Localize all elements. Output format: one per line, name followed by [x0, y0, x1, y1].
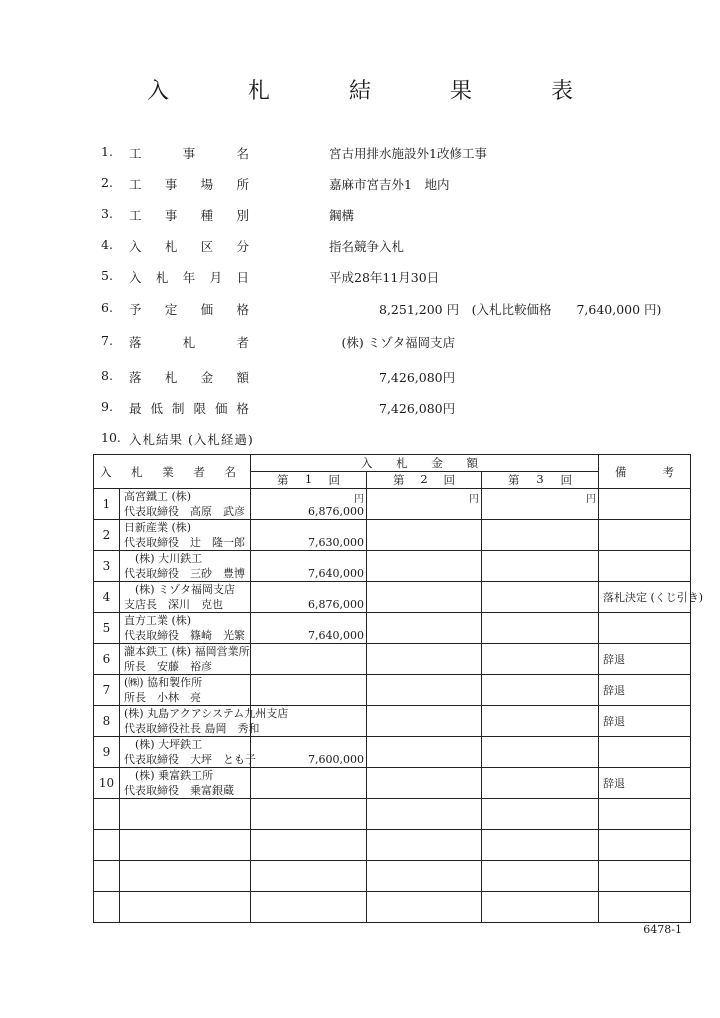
empty-cell [94, 861, 120, 892]
bidder-name [120, 644, 251, 675]
info-number: 8. [101, 368, 113, 383]
info-value: 7,426,080円 [329, 370, 456, 385]
bid-value: 6,876,000 [308, 598, 364, 611]
info-label-char: 札 [164, 239, 178, 254]
row-number: 2 [94, 520, 120, 551]
info-label-char: 札 [164, 370, 178, 385]
empty-cell [367, 830, 482, 861]
representative-name: 所長 小林 亮 [124, 691, 201, 704]
empty-row [94, 799, 691, 830]
empty-cell [94, 799, 120, 830]
header-round-part: 第 [508, 473, 520, 487]
bid-amount-round-1 [251, 613, 367, 644]
yen-unit: 円 [469, 494, 479, 505]
info-label-char: 工 [129, 208, 142, 223]
empty-cell [599, 830, 691, 861]
info-label-char: 制 [171, 401, 185, 416]
bid-amount-round-2 [367, 768, 482, 799]
header-round-part: 第 [277, 473, 289, 487]
bidder-name [120, 768, 251, 799]
bid-amount-round-1 [251, 675, 367, 706]
info-label-char: 事 [164, 208, 178, 223]
info-label [129, 399, 249, 417]
info-label-char: 最 [129, 401, 142, 416]
bid-amount-round-1 [251, 737, 367, 768]
info-value: 宮古用排水施設外1改修工事 [329, 146, 487, 161]
company-name: (株) 丸島アクアシステム九州支店 [124, 707, 289, 720]
representative-name: 支店長 深川 克也 [124, 598, 223, 611]
info-label-char: 事 [182, 146, 196, 161]
representative-name: 所長 安藤 裕彦 [124, 660, 212, 673]
info-label [129, 144, 249, 162]
bidder-name [120, 737, 256, 768]
row-number: 5 [94, 613, 120, 644]
remarks: 辞退 [599, 706, 691, 737]
info-number: 9. [101, 399, 113, 414]
remarks: 辞退 [599, 768, 691, 799]
header-round-part: 1 [304, 472, 313, 486]
info-label-char: 場 [200, 177, 214, 192]
bidder-name [120, 489, 251, 520]
bid-amount-round-3 [482, 489, 599, 520]
yen-unit: 円 [354, 494, 364, 505]
bid-value: 6,876,000 [308, 505, 364, 518]
bidder-name [120, 520, 251, 551]
header-note [599, 455, 691, 489]
bid-amount-round-3 [482, 582, 599, 613]
page-title: 入 札 結 果 表 [147, 79, 609, 104]
representative-name: 代表取締役 辻 隆一郎 [124, 536, 245, 549]
bid-amount-round-3 [482, 644, 599, 675]
bid-amount-round-3 [482, 675, 599, 706]
company-name: (株) 大川鉄工 [124, 552, 203, 565]
info-value: 8,251,200 円 (入札比較価格 7,640,000 円) [329, 302, 662, 317]
empty-cell [482, 830, 599, 861]
header-round-part: 回 [443, 473, 455, 487]
representative-name: 代表取締役社長 島岡 秀和 [124, 722, 260, 735]
info-row [101, 399, 701, 417]
row-number: 8 [94, 706, 120, 737]
bidder-name [120, 675, 251, 706]
representative-name: 代表取締役 乗富銀蔵 [124, 784, 234, 797]
empty-row [94, 830, 691, 861]
header-round-part: 回 [560, 473, 572, 487]
info-label [129, 268, 249, 286]
document-code: 6478-1 [643, 923, 682, 936]
info-row [101, 430, 701, 448]
info-label-char: 入札結果 (入札経過) [129, 432, 254, 447]
info-label-char: 年 [182, 270, 196, 285]
info-row [101, 144, 701, 162]
bidder-name [120, 582, 251, 613]
table-row [94, 644, 691, 675]
info-number: 4. [101, 237, 113, 252]
info-row [101, 368, 701, 386]
info-number: 2. [101, 175, 113, 190]
info-label-char: 落 [129, 370, 142, 385]
empty-cell [599, 799, 691, 830]
table-row [94, 489, 691, 520]
empty-cell [94, 830, 120, 861]
info-label [129, 333, 249, 351]
info-value: (株) ミゾタ福岡支店 [329, 335, 456, 350]
info-label [129, 368, 249, 386]
header-note-part: 備 [615, 464, 627, 479]
company-name: 瀧本鉄工 (株) 福岡営業所 [124, 645, 250, 658]
info-label-char: 月 [209, 270, 223, 285]
row-number: 10 [94, 768, 120, 799]
info-number: 1. [101, 144, 113, 159]
info-row [101, 268, 701, 286]
info-label-char: 限 [193, 401, 206, 416]
info-label-char: 価 [214, 401, 228, 416]
info-label-char: 区 [200, 239, 214, 254]
info-label-char: 格 [236, 401, 249, 416]
info-label-char: 札 [182, 335, 196, 350]
bidder-name [120, 613, 251, 644]
bid-amount-round-2 [367, 706, 482, 737]
header-round-part: 3 [536, 472, 544, 486]
empty-cell [367, 861, 482, 892]
table-row [94, 675, 691, 706]
bid-amount-round-1 [251, 706, 367, 737]
bid-value: 7,640,000 [308, 629, 364, 642]
table-row [94, 613, 691, 644]
bid-amount-round-2 [367, 737, 482, 768]
bid-amount-round-1 [251, 520, 367, 551]
bid-value: 7,600,000 [308, 753, 364, 766]
bidder-name [120, 551, 251, 582]
empty-cell [251, 830, 367, 861]
remarks [599, 520, 691, 551]
bid-amount-round-3 [482, 737, 599, 768]
bid-amount-round-1 [251, 551, 367, 582]
empty-cell [120, 799, 251, 830]
table-row [94, 582, 691, 613]
info-number: 7. [101, 333, 113, 348]
info-row [101, 237, 701, 255]
info-number: 3. [101, 206, 113, 221]
table-row [94, 706, 691, 737]
info-label-char: 事 [164, 177, 178, 192]
info-label [129, 175, 249, 193]
info-label-char: 工 [129, 146, 142, 161]
bid-amount-round-2 [367, 551, 482, 582]
info-row [101, 333, 701, 351]
remarks [599, 489, 691, 520]
info-value: 7,426,080円 [329, 401, 456, 416]
info-label-char: 格 [236, 302, 249, 317]
bid-amount-round-2 [367, 675, 482, 706]
empty-row [94, 892, 691, 923]
bid-amount-round-3 [482, 768, 599, 799]
representative-name: 代表取締役 三砂 豊博 [124, 567, 245, 580]
remarks [599, 551, 691, 582]
bid-amount-round-1 [251, 582, 367, 613]
info-label-char: 予 [129, 302, 142, 317]
bid-amount-round-1 [251, 768, 367, 799]
row-number: 1 [94, 489, 120, 520]
info-label-char: 定 [164, 302, 178, 317]
row-number: 4 [94, 582, 120, 613]
info-label-char: 者 [236, 335, 249, 350]
remarks: 落札決定 (くじ引き) [599, 582, 691, 613]
info-label-char: 入 [129, 270, 142, 285]
remarks: 辞退 [599, 675, 691, 706]
header-round-2 [367, 472, 482, 489]
info-row [101, 300, 701, 318]
yen-unit: 円 [586, 494, 596, 505]
info-label-char: 日 [236, 270, 249, 285]
remarks [599, 613, 691, 644]
empty-cell [367, 799, 482, 830]
info-label [129, 237, 249, 255]
info-label [129, 300, 249, 318]
company-name: 日新産業 (株) [124, 521, 192, 534]
empty-row [94, 861, 691, 892]
table-row [94, 768, 691, 799]
representative-name: 代表取締役 篠崎 光繁 [124, 629, 245, 642]
empty-cell [482, 799, 599, 830]
info-label-char: 金 [200, 370, 214, 385]
info-label-char: 価 [200, 302, 214, 317]
table-row [94, 520, 691, 551]
header-round-part: 2 [420, 472, 428, 486]
info-number: 5. [101, 268, 113, 283]
company-name: (株) ミゾタ福岡支店 [124, 583, 235, 596]
header-note-part: 考 [662, 464, 674, 479]
header-amount: 入 札 金 額 [251, 455, 599, 472]
company-name: (㈱) 協和製作所 [124, 676, 203, 689]
header-bidder: 入 札 業 者 名 [94, 455, 251, 489]
bid-amount-round-3 [482, 613, 599, 644]
info-label [129, 206, 249, 224]
info-label-char: 分 [236, 239, 249, 254]
empty-cell [120, 892, 251, 923]
empty-cell [482, 861, 599, 892]
info-value: 鋼構 [329, 208, 355, 223]
info-label-char: 別 [236, 208, 249, 223]
info-label-char: 額 [236, 370, 249, 385]
company-name: (株) 大坪鉄工 [124, 738, 203, 751]
info-value: 嘉麻市宮吉外1 地内 [329, 177, 450, 192]
info-number: 10. [101, 430, 121, 445]
bid-value: 7,630,000 [308, 536, 364, 549]
info-value: 平成28年11月30日 [329, 270, 440, 285]
empty-cell [120, 830, 251, 861]
remarks [599, 737, 691, 768]
bid-amount-round-2 [367, 582, 482, 613]
row-number: 7 [94, 675, 120, 706]
info-label-char: 落 [129, 335, 142, 350]
empty-cell [367, 892, 482, 923]
bid-amount-round-2 [367, 613, 482, 644]
info-label-char: 札 [155, 270, 169, 285]
info-row [101, 206, 701, 224]
empty-cell [251, 892, 367, 923]
empty-cell [251, 861, 367, 892]
empty-cell [251, 799, 367, 830]
info-label [129, 430, 329, 448]
header-round-part: 第 [393, 473, 405, 487]
bidder-name [120, 706, 289, 737]
info-label-char: 名 [236, 146, 249, 161]
empty-cell [599, 892, 691, 923]
empty-cell [599, 861, 691, 892]
representative-name: 代表取締役 高原 武彦 [124, 505, 245, 518]
info-row [101, 175, 701, 193]
table-row [94, 551, 691, 582]
empty-cell [482, 892, 599, 923]
bid-results-table [93, 454, 704, 923]
row-number: 3 [94, 551, 120, 582]
info-value: 指名競争入札 [329, 239, 405, 254]
representative-name: 代表取締役 大坪 とも子 [124, 753, 256, 766]
info-label-char: 所 [236, 177, 249, 192]
empty-cell [120, 861, 251, 892]
bid-amount-round-3 [482, 706, 599, 737]
remarks: 辞退 [599, 644, 691, 675]
bid-amount-round-2 [367, 520, 482, 551]
row-number: 6 [94, 644, 120, 675]
bid-amount-round-1 [251, 644, 367, 675]
company-name: (株) 乗富鉄工所 [124, 769, 214, 782]
bid-amount-round-3 [482, 520, 599, 551]
row-number: 9 [94, 737, 120, 768]
header-round-part: 回 [328, 473, 340, 487]
bid-amount-round-2 [367, 489, 482, 520]
info-label-char: 種 [200, 208, 214, 223]
info-label-char: 工 [129, 177, 142, 192]
bid-amount-round-1 [251, 489, 367, 520]
company-name: 直方工業 (株) [124, 614, 192, 627]
info-label-char: 低 [150, 401, 163, 416]
header-round-3 [482, 472, 599, 489]
info-number: 6. [101, 300, 113, 315]
empty-cell [94, 892, 120, 923]
info-label-char: 入 [129, 239, 142, 254]
bid-amount-round-2 [367, 644, 482, 675]
table-row [94, 737, 691, 768]
bid-value: 7,640,000 [308, 567, 364, 580]
company-name: 高宮鐵工 (株) [124, 490, 192, 503]
bid-amount-round-3 [482, 551, 599, 582]
header-round-1 [251, 472, 367, 489]
